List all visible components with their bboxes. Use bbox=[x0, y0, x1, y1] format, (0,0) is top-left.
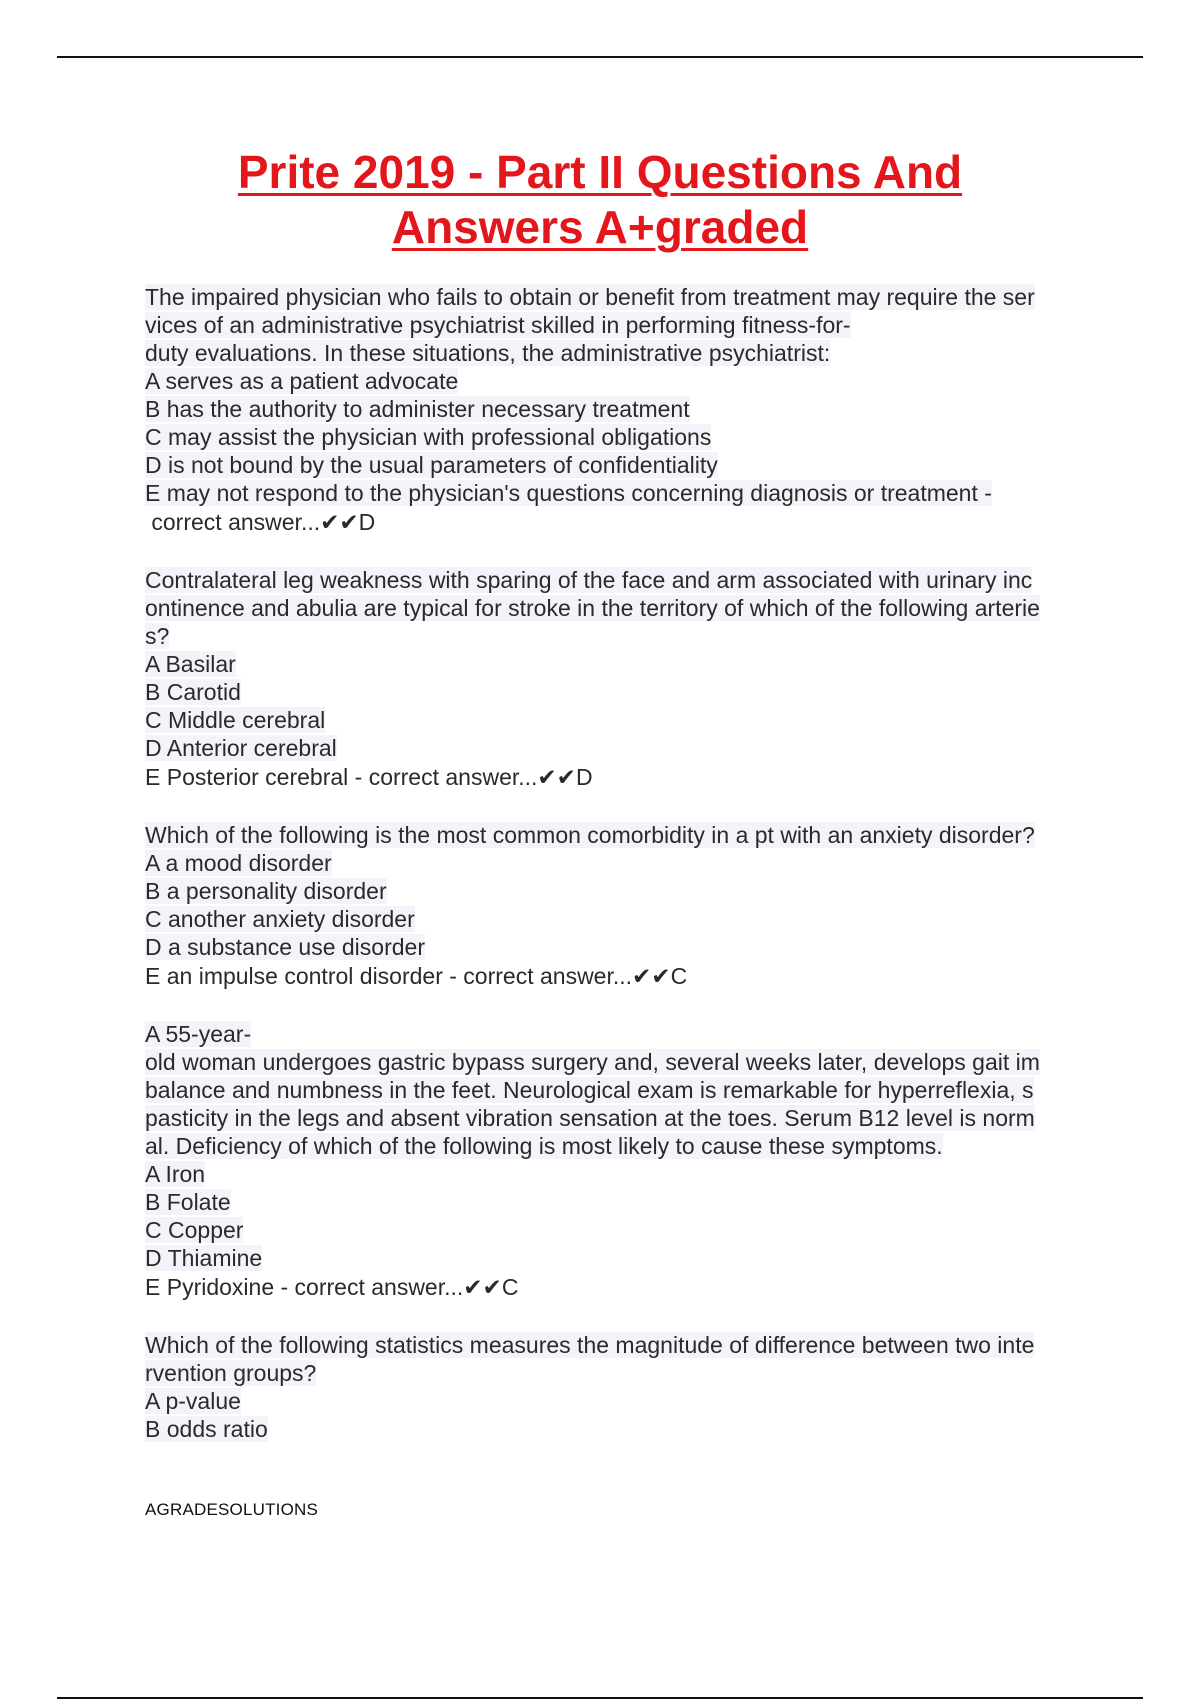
footer-brand: AGRADESOLUTIONS bbox=[145, 1500, 319, 1519]
question-line-text: E may not respond to the physician's questions concerning diagnosis or treatment - bbox=[145, 480, 992, 506]
question-line bbox=[145, 849, 1095, 877]
question-line bbox=[145, 367, 1095, 395]
question-line-text: D a substance use disorder bbox=[145, 934, 425, 960]
question-line bbox=[145, 933, 1095, 961]
question-line-text: B a personality disorder bbox=[145, 878, 387, 904]
question-line bbox=[145, 423, 1095, 451]
question-line-text: C another anxiety disorder bbox=[145, 906, 415, 932]
question-line-text: pasticity in the legs and absent vibration sensation at the toes. Serum B12 level is norm bbox=[145, 1105, 1035, 1131]
question-line-text: ontinence and abulia are typical for stroke in the territory of which of the following arterie bbox=[145, 595, 1040, 621]
header-rule bbox=[57, 56, 1143, 58]
question-line-text: A p-value bbox=[145, 1388, 241, 1414]
question-line bbox=[145, 821, 1095, 849]
question-line-text: A 55-year- bbox=[145, 1021, 252, 1047]
question-line bbox=[145, 1359, 1095, 1387]
question-line-text: A Iron bbox=[145, 1161, 206, 1187]
document-title bbox=[100, 145, 1100, 255]
question-line bbox=[145, 311, 1095, 339]
question-line-text: A serves as a patient advocate bbox=[145, 368, 459, 394]
question-line-text: Which of the following is the most common comorbidity in a pt with an anxiety disorder? bbox=[145, 822, 1035, 848]
question-line bbox=[145, 905, 1095, 933]
question-line-text: C may assist the physician with professional obligations bbox=[145, 424, 712, 450]
question-list bbox=[145, 283, 1095, 1471]
question-line-text: D Thiamine bbox=[145, 1245, 263, 1271]
question-line bbox=[145, 1188, 1095, 1216]
correct-answer-text: E Posterior cerebral - correct answer...✔✔D bbox=[145, 764, 593, 790]
question-line-text: old woman undergoes gastric bypass surgery and, several weeks later, develops gait im bbox=[145, 1049, 1040, 1075]
question-line bbox=[145, 395, 1095, 423]
title-line-2: Answers A+graded bbox=[391, 201, 809, 253]
question-line bbox=[145, 1387, 1095, 1415]
question-line-text: A Basilar bbox=[145, 651, 236, 677]
correct-answer-text: E an impulse control disorder - correct answer...✔✔C bbox=[145, 963, 688, 989]
question-line-text: B has the authority to administer necessary treatment bbox=[145, 396, 690, 422]
question-line-text: Contralateral leg weakness with sparing of the face and arm associated with urinary inc bbox=[145, 567, 1033, 593]
question-line bbox=[145, 1104, 1095, 1132]
question-block bbox=[145, 821, 1095, 992]
question-line bbox=[145, 283, 1095, 311]
question-line-text: al. Deficiency of which of the following is most likely to cause these symptoms. bbox=[145, 1133, 943, 1159]
correct-answer-text: correct answer...✔✔D bbox=[145, 509, 376, 535]
question-line bbox=[145, 594, 1095, 622]
question-line-text: vices of an administrative psychiatrist skilled in performing fitness-for- bbox=[145, 312, 851, 338]
question-line-text: C Middle cerebral bbox=[145, 707, 326, 733]
question-line bbox=[145, 1048, 1095, 1076]
question-line bbox=[145, 1415, 1095, 1443]
question-line bbox=[145, 877, 1095, 905]
question-line-text: A a mood disorder bbox=[145, 850, 332, 876]
question-line bbox=[145, 1020, 1095, 1048]
question-line-text: B Carotid bbox=[145, 679, 241, 705]
answer-line bbox=[145, 762, 1095, 793]
question-line-text: D Anterior cerebral bbox=[145, 735, 337, 761]
footer-rule bbox=[57, 1697, 1143, 1699]
question-block bbox=[145, 283, 1095, 538]
question-line bbox=[145, 339, 1095, 367]
question-line bbox=[145, 566, 1095, 594]
correct-answer-text: E Pyridoxine - correct answer...✔✔C bbox=[145, 1274, 519, 1300]
answer-line bbox=[145, 1272, 1095, 1303]
question-line-text: B Folate bbox=[145, 1189, 231, 1215]
answer-line bbox=[145, 961, 1095, 992]
question-line bbox=[145, 622, 1095, 650]
question-line-text: balance and numbness in the feet. Neurological exam is remarkable for hyperreflexia, s bbox=[145, 1077, 1034, 1103]
question-line bbox=[145, 1331, 1095, 1359]
question-line bbox=[145, 1132, 1095, 1160]
question-line bbox=[145, 678, 1095, 706]
question-line bbox=[145, 1160, 1095, 1188]
question-block bbox=[145, 1331, 1095, 1443]
answer-line bbox=[145, 507, 1095, 538]
title-line-1: Prite 2019 - Part II Questions And bbox=[237, 146, 963, 198]
question-line-text: Which of the following statistics measures the magnitude of difference between two inte bbox=[145, 1332, 1035, 1358]
question-block bbox=[145, 1020, 1095, 1303]
question-line-text: D is not bound by the usual parameters of confidentiality bbox=[145, 452, 718, 478]
question-line-text: duty evaluations. In these situations, the administrative psychiatrist: bbox=[145, 340, 831, 366]
question-block bbox=[145, 566, 1095, 793]
question-line bbox=[145, 451, 1095, 479]
question-line bbox=[145, 706, 1095, 734]
question-line bbox=[145, 1076, 1095, 1104]
question-line-text: The impaired physician who fails to obtain or benefit from treatment may require the ser bbox=[145, 284, 1035, 310]
question-line bbox=[145, 1216, 1095, 1244]
question-line-text: B odds ratio bbox=[145, 1416, 268, 1442]
question-line-text: rvention groups? bbox=[145, 1360, 317, 1386]
question-line bbox=[145, 734, 1095, 762]
question-line-text: s? bbox=[145, 623, 170, 649]
question-line-text: C Copper bbox=[145, 1217, 244, 1243]
question-line bbox=[145, 1244, 1095, 1272]
question-line bbox=[145, 650, 1095, 678]
question-line bbox=[145, 479, 1095, 507]
